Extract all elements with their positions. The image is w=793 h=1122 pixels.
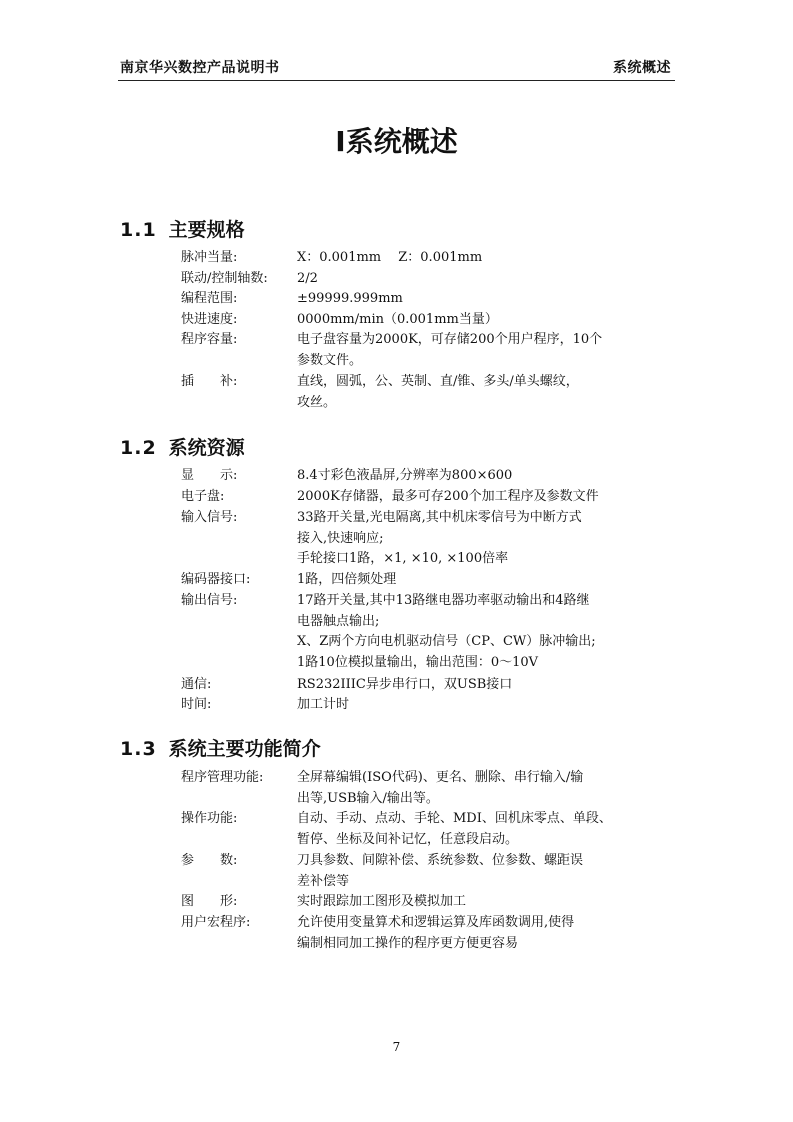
spec-value-line: 2/2 <box>297 271 318 286</box>
resource-value <box>297 466 617 487</box>
spec-label: 编程范围: <box>181 291 238 306</box>
resource-label: 时间: <box>181 697 212 712</box>
function-label: 参 数: <box>181 853 238 868</box>
spec-label: 程序容量: <box>181 332 238 347</box>
resource-label: 编码器接口: <box>181 572 251 587</box>
spec-value <box>297 269 617 290</box>
function-value-line: 刀具参数、间隙补偿、系统参数、位参数、螺距误 <box>297 853 584 868</box>
chapter-title: Ⅰ系统概述 <box>335 125 458 158</box>
section-heading-1-2 <box>120 433 245 460</box>
header-chapter-title: 系统概述 <box>613 60 671 76</box>
spec-value-line: 电子盘容量为2000K，可存储200个用户程序，10个 <box>297 332 603 347</box>
function-value-line: 差补偿等 <box>297 873 350 889</box>
resource-value-line: 接入,快速响应; <box>297 530 384 546</box>
spec-value <box>297 248 617 269</box>
page-number: 7 <box>392 1040 401 1054</box>
resource-label: 通信: <box>181 677 212 692</box>
spec-value-line: ±99999.999mm <box>297 291 403 306</box>
section-number: 1.1 <box>120 219 157 241</box>
section-heading-1-3 <box>120 734 321 761</box>
section-number: 1.3 <box>120 738 157 760</box>
function-value <box>297 809 617 850</box>
resource-value-line: X、Z两个方向电机驱动信号（CP、CW）脉冲输出; <box>297 634 596 649</box>
spec-label: 快进速度: <box>181 312 238 327</box>
resource-value-line: 8.4寸彩色液晶屏,分辨率为800×600 <box>297 468 513 483</box>
function-label: 操作功能: <box>181 811 238 826</box>
spec-value-line: 直线，圆弧，公、英制、直/锥、多头/单头螺纹， <box>297 374 579 389</box>
function-value <box>297 851 617 892</box>
resource-value-line: 1路，四倍频处理 <box>297 572 397 587</box>
function-label: 用户宏程序: <box>181 915 251 930</box>
resource-value-line: 1路10位模拟量输出，输出范围：0～10V <box>297 654 539 670</box>
resource-value <box>297 570 617 591</box>
resource-value-line: 33路开关量,光电隔离,其中机床零信号为中断方式 <box>297 510 582 525</box>
function-value-line: 全屏幕编辑(ISO代码)、更名、删除、串行输入/输 <box>297 770 584 785</box>
resource-value-line: 2000K存储器，最多可存200个加工程序及参数文件 <box>297 489 599 504</box>
function-label: 程序管理功能: <box>181 770 264 785</box>
function-value-line: 出等,USB输入/输出等。 <box>297 790 439 806</box>
function-value-line: 允许使用变量算术和逻辑运算及库函数调用,使得 <box>297 915 575 930</box>
spec-value <box>297 289 617 310</box>
resource-value-line: 电器触点输出; <box>297 613 380 629</box>
spec-label: 插 补: <box>181 374 238 389</box>
function-value-line: 自动、手动、点动、手轮、MDI、回机床零点、单段、 <box>297 811 612 826</box>
section-title: 系统主要功能简介 <box>168 738 321 760</box>
resource-value-line: 加工计时 <box>297 697 350 712</box>
resource-label: 输出信号: <box>181 593 238 608</box>
spec-value <box>297 310 617 331</box>
resource-value <box>297 695 617 716</box>
spec-label: 脉冲当量: <box>181 250 238 265</box>
section-title: 系统资源 <box>168 437 245 459</box>
function-value-line: 实时跟踪加工图形及模拟加工 <box>297 894 467 909</box>
resource-value-line: 17路开关量,其中13路继电器功率驱动输出和4路继 <box>297 593 590 608</box>
section-heading-1-1 <box>120 215 245 242</box>
spec-label: 联动/控制轴数: <box>181 271 268 286</box>
resource-value <box>297 675 617 696</box>
resource-value-line: 手轮接口1路，×1, ×10, ×100倍率 <box>297 551 509 566</box>
function-value <box>297 892 617 913</box>
function-value-line: 暂停、坐标及间补记忆，任意段启动。 <box>297 831 519 847</box>
resource-label: 显 示: <box>181 468 238 483</box>
function-label: 图 形: <box>181 894 238 909</box>
section-title: 主要规格 <box>168 219 245 241</box>
header-document-title: 南京华兴数控产品说明书 <box>120 60 280 76</box>
resource-value <box>297 487 617 508</box>
resource-value <box>297 508 617 570</box>
spec-value-line: 参数文件。 <box>297 352 363 368</box>
function-value <box>297 768 617 809</box>
section-number: 1.2 <box>120 437 157 459</box>
spec-value-line: 0000mm/min（0.001mm当量） <box>297 312 498 327</box>
spec-value-line: X：0.001mm Z：0.001mm <box>297 250 483 265</box>
resource-value <box>297 591 617 673</box>
page-header <box>118 56 675 81</box>
spec-value <box>297 372 617 413</box>
function-value-line: 编制相同加工操作的程序更方便更容易 <box>297 935 519 951</box>
resource-label: 电子盘: <box>181 489 225 504</box>
resource-value-line: RS232ⅠⅠⅠC异步串行口，双USB接口 <box>297 677 513 692</box>
spec-value <box>297 330 617 371</box>
resource-label: 输入信号: <box>181 510 238 525</box>
spec-value-line: 攻丝。 <box>297 394 337 410</box>
function-value <box>297 913 617 954</box>
